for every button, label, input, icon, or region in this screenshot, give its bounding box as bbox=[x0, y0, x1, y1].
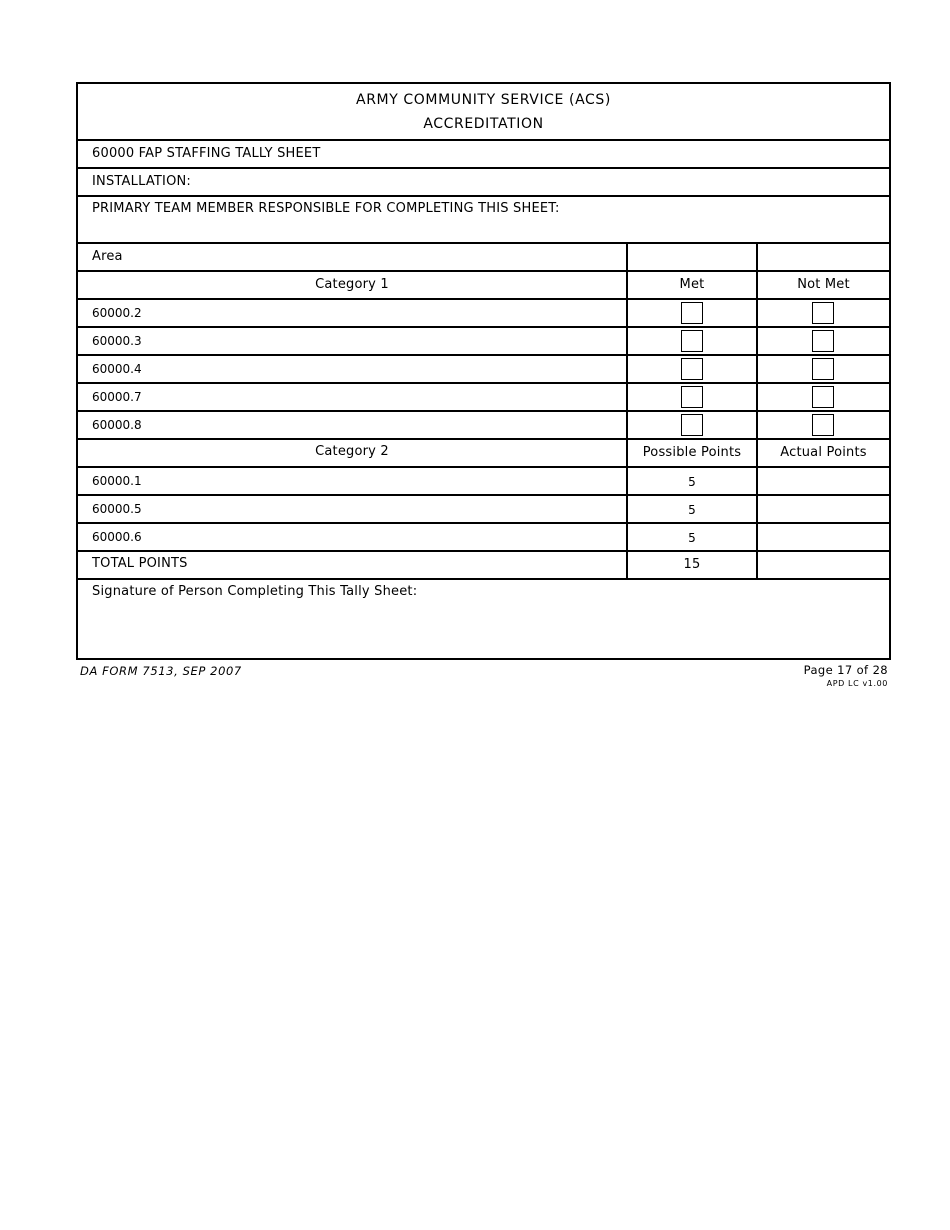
met-checkbox[interactable] bbox=[681, 330, 703, 352]
category2-header-row bbox=[78, 440, 889, 468]
category2-item-id: 60000.6 bbox=[92, 530, 142, 544]
sheet-title: 60000 FAP STAFFING TALLY SHEET bbox=[92, 146, 321, 161]
primary-member-label: PRIMARY TEAM MEMBER RESPONSIBLE FOR COMPLETING THIS SHEET: bbox=[92, 201, 560, 216]
category1-item-row bbox=[78, 328, 889, 356]
category2-label-cell bbox=[78, 440, 628, 466]
category1-label: Category 1 bbox=[315, 277, 389, 292]
not-met-header: Not Met bbox=[797, 277, 850, 292]
category1-item-id: 60000.2 bbox=[92, 306, 142, 320]
not-met-checkbox[interactable] bbox=[812, 414, 834, 436]
total-possible-value: 15 bbox=[683, 557, 701, 572]
tally-sheet-form bbox=[76, 82, 891, 660]
category1-item-row bbox=[78, 412, 889, 440]
installation-row[interactable] bbox=[78, 169, 889, 197]
not-met-checkbox[interactable] bbox=[812, 302, 834, 324]
not-met-checkbox[interactable] bbox=[812, 386, 834, 408]
possible-points-value: 5 bbox=[688, 531, 696, 545]
possible-points-value: 5 bbox=[688, 503, 696, 517]
form-header bbox=[78, 84, 889, 141]
met-checkbox[interactable] bbox=[681, 386, 703, 408]
met-checkbox[interactable] bbox=[681, 302, 703, 324]
header-line-1: ARMY COMMUNITY SERVICE (ACS) bbox=[356, 92, 611, 108]
header-line-2: ACCREDITATION bbox=[423, 116, 544, 132]
category2-item-id: 60000.5 bbox=[92, 502, 142, 516]
signature-label: Signature of Person Completing This Tally Sheet: bbox=[92, 584, 418, 599]
actual-points-input[interactable] bbox=[758, 468, 889, 494]
category2-item-row bbox=[78, 496, 889, 524]
area-label: Area bbox=[92, 249, 123, 264]
installation-label: INSTALLATION: bbox=[92, 174, 192, 189]
category1-item-id: 60000.7 bbox=[92, 390, 142, 404]
category2-label: Category 2 bbox=[315, 444, 389, 459]
area-row bbox=[78, 244, 889, 272]
possible-points-header: Possible Points bbox=[642, 445, 742, 460]
category1-item-id: 60000.4 bbox=[92, 362, 142, 376]
met-header-cell bbox=[628, 272, 758, 298]
form-id: DA FORM 7513, SEP 2007 bbox=[80, 664, 242, 678]
sheet-title-row bbox=[78, 141, 889, 169]
category2-item-id: 60000.1 bbox=[92, 474, 142, 488]
total-points-label: TOTAL POINTS bbox=[92, 556, 188, 571]
category1-item-id: 60000.3 bbox=[92, 334, 142, 348]
category2-item-row bbox=[78, 468, 889, 496]
signature-row[interactable] bbox=[78, 580, 889, 658]
possible-points-header-cell bbox=[628, 440, 758, 466]
version-label: APD LC v1.00 bbox=[826, 679, 888, 688]
met-header: Met bbox=[679, 277, 705, 292]
primary-member-row[interactable] bbox=[78, 197, 889, 244]
not-met-checkbox[interactable] bbox=[812, 358, 834, 380]
actual-points-input[interactable] bbox=[758, 496, 889, 522]
total-actual-input[interactable] bbox=[758, 552, 889, 578]
area-not-met-cell bbox=[758, 244, 889, 270]
total-points-row bbox=[78, 552, 889, 580]
met-checkbox[interactable] bbox=[681, 414, 703, 436]
not-met-checkbox[interactable] bbox=[812, 330, 834, 352]
category1-item-row bbox=[78, 356, 889, 384]
not-met-header-cell bbox=[758, 272, 889, 298]
category2-item-row bbox=[78, 524, 889, 552]
actual-points-header: Actual Points bbox=[780, 445, 867, 460]
actual-points-header-cell bbox=[758, 440, 889, 466]
actual-points-input[interactable] bbox=[758, 524, 889, 550]
category1-label-cell bbox=[78, 272, 628, 298]
category1-item-id: 60000.8 bbox=[92, 418, 142, 432]
possible-points-value: 5 bbox=[688, 475, 696, 489]
met-checkbox[interactable] bbox=[681, 358, 703, 380]
area-label-cell bbox=[78, 244, 628, 270]
category1-item-row bbox=[78, 384, 889, 412]
category1-item-row bbox=[78, 300, 889, 328]
category1-header-row bbox=[78, 272, 889, 300]
area-met-cell bbox=[628, 244, 758, 270]
page-number: Page 17 of 28 bbox=[803, 663, 888, 677]
